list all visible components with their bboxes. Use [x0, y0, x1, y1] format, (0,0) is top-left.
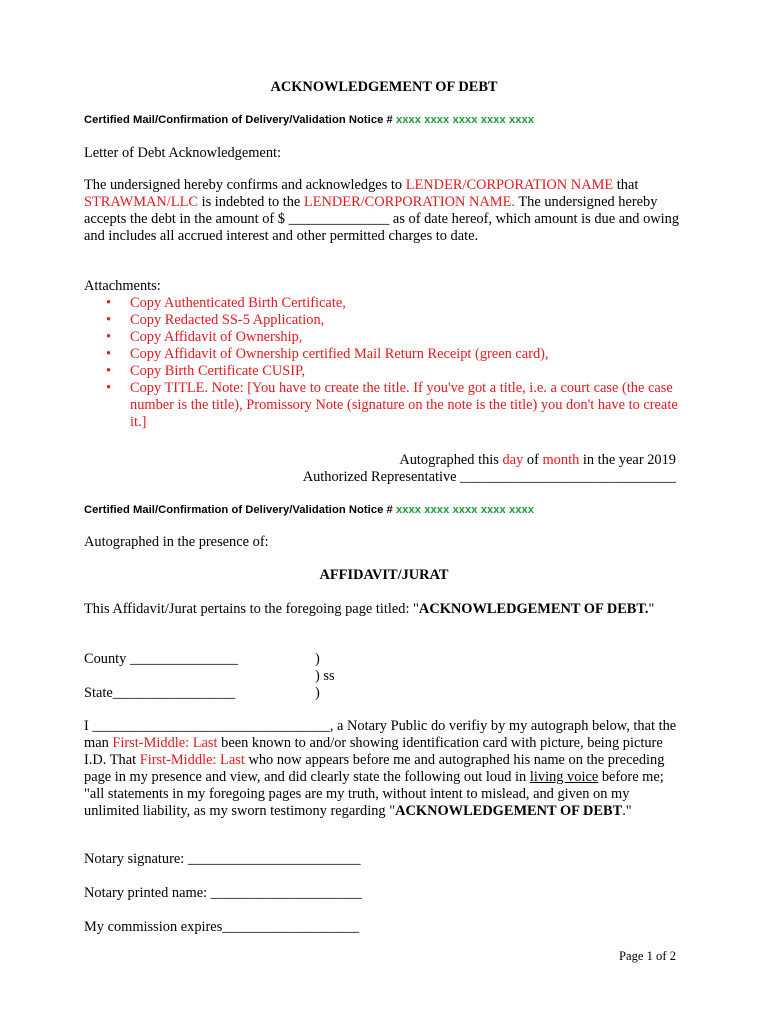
autographed-presence: Autographed in the presence of: — [84, 534, 269, 550]
document-page — [84, 0, 684, 1024]
autograph-text: Autographed this — [399, 452, 499, 468]
lender-name: LENDER/CORPORATION NAME. — [303, 194, 515, 210]
month-placeholder: month — [542, 452, 580, 468]
day-placeholder: day — [502, 452, 524, 468]
venue-ss: ) ss — [315, 668, 335, 684]
attachments-heading: Attachments: — [84, 278, 161, 294]
attachment-text: Copy Affidavit of Ownership, — [130, 329, 303, 345]
notary-paragraph — [84, 718, 684, 820]
attachment-item — [84, 295, 684, 312]
bullet-icon: • — [106, 312, 112, 328]
state-row — [84, 685, 684, 702]
intro-text: " — [648, 601, 655, 617]
autograph-text: in the year 2019 — [582, 452, 676, 468]
strawman-name: STRAWMAN/LLC — [84, 194, 198, 210]
county-row — [84, 651, 684, 668]
notary-text: been known to and/or showing identification card with picture, being picture I.D. That — [84, 735, 663, 768]
attachment-text: Copy Affidavit of Ownership certified Mail Return Receipt (green card), — [130, 346, 549, 362]
page-number: Page 1 of 2 — [618, 949, 676, 963]
lender-name: LENDER/CORPORATION NAME — [405, 177, 614, 193]
bullet-icon: • — [106, 380, 112, 396]
validation-notice-bottom — [84, 502, 684, 519]
attachment-text: Copy Redacted SS-5 Application, — [130, 312, 325, 328]
affidavit-intro — [84, 601, 684, 618]
attachment-item — [84, 346, 684, 363]
intro-text: This Affidavit/Jurat pertains to the foregoing page titled: " — [84, 601, 419, 617]
venue-block — [84, 651, 684, 702]
ss-row — [84, 668, 684, 685]
attachments-list — [84, 295, 684, 431]
notice-number: xxxx xxxx xxxx xxxx xxxx — [395, 114, 535, 126]
para-text: is indebted to the — [201, 194, 301, 210]
notice-number: xxxx xxxx xxxx xxxx xxxx — [395, 504, 535, 516]
bullet-icon: • — [106, 346, 112, 362]
bullet-icon: • — [106, 363, 112, 379]
attachment-item — [84, 380, 684, 431]
letter-heading: Letter of Debt Acknowledgement: — [84, 145, 282, 161]
venue-paren: ) — [315, 651, 320, 667]
acknowledgement-paragraph — [84, 177, 684, 245]
authorized-representative-line: Authorized Representative ______________________________ — [302, 469, 676, 485]
living-voice-text: living voice — [529, 769, 599, 785]
venue-paren: ) — [315, 685, 320, 701]
validation-notice-top — [84, 112, 684, 129]
attachment-text: Copy TITLE. Note: [You have to create the title. If you've got a title, i.e. a court case (the case number is the title), Promissory Note (signature on the note is the title) you don't have to create it.] — [130, 380, 678, 430]
notice-label: Certified Mail/Confirmation of Delivery/Validation Notice # — [84, 114, 393, 126]
intro-bold-title: ACKNOWLEDGEMENT OF DEBT. — [418, 601, 649, 617]
county-field: County _______________ — [84, 651, 238, 667]
person-name-placeholder: First-Middle: Last — [139, 752, 245, 768]
notice-label: Certified Mail/Confirmation of Delivery/Validation Notice # — [84, 504, 393, 516]
para-text: The undersigned hereby accepts the debt in the amount of $ ______________ as of date hereof, which amount is due and owing and includes all accrued interest and other permitted charges to date. — [84, 194, 680, 244]
bullet-icon: • — [106, 329, 112, 345]
notary-text: ." — [622, 803, 632, 819]
attachment-text: Copy Authenticated Birth Certificate, — [130, 295, 346, 311]
para-text: that — [616, 177, 639, 193]
para-text: The undersigned hereby confirms and acknowledges to — [84, 177, 403, 193]
notary-bold-title: ACKNOWLEDGEMENT OF DEBT — [395, 803, 623, 819]
commission-expires-line: My commission expires___________________ — [84, 919, 360, 935]
affidavit-title: AFFIDAVIT/JURAT — [319, 567, 449, 583]
notary-printed-name-line: Notary printed name: _____________________ — [84, 885, 362, 901]
autograph-text: of — [526, 452, 539, 468]
attachment-text: Copy Birth Certificate CUSIP, — [130, 363, 306, 379]
person-name-placeholder: First-Middle: Last — [112, 735, 218, 751]
state-field: State_________________ — [84, 685, 236, 701]
attachment-item — [84, 363, 684, 380]
notary-signature-line: Notary signature: ________________________ — [84, 851, 361, 867]
notary-text: before me; "all statements in my foregoing pages are my truth, without intent to mislead, and given on my unlimited liability, as my sworn testimony regarding " — [84, 769, 664, 819]
attachment-item — [84, 312, 684, 329]
attachment-item — [84, 329, 684, 346]
autograph-line — [84, 452, 676, 469]
notary-text: who now appears before me and autographed his name on the preceding page in my presence and view, and did clearly state the following out loud in — [84, 752, 665, 785]
notary-text: I _________________________________, a Notary Public do verifiy by my autograph below, that the man — [84, 718, 677, 751]
bullet-icon: • — [106, 295, 112, 311]
document-title: ACKNOWLEDGEMENT OF DEBT — [270, 79, 498, 95]
